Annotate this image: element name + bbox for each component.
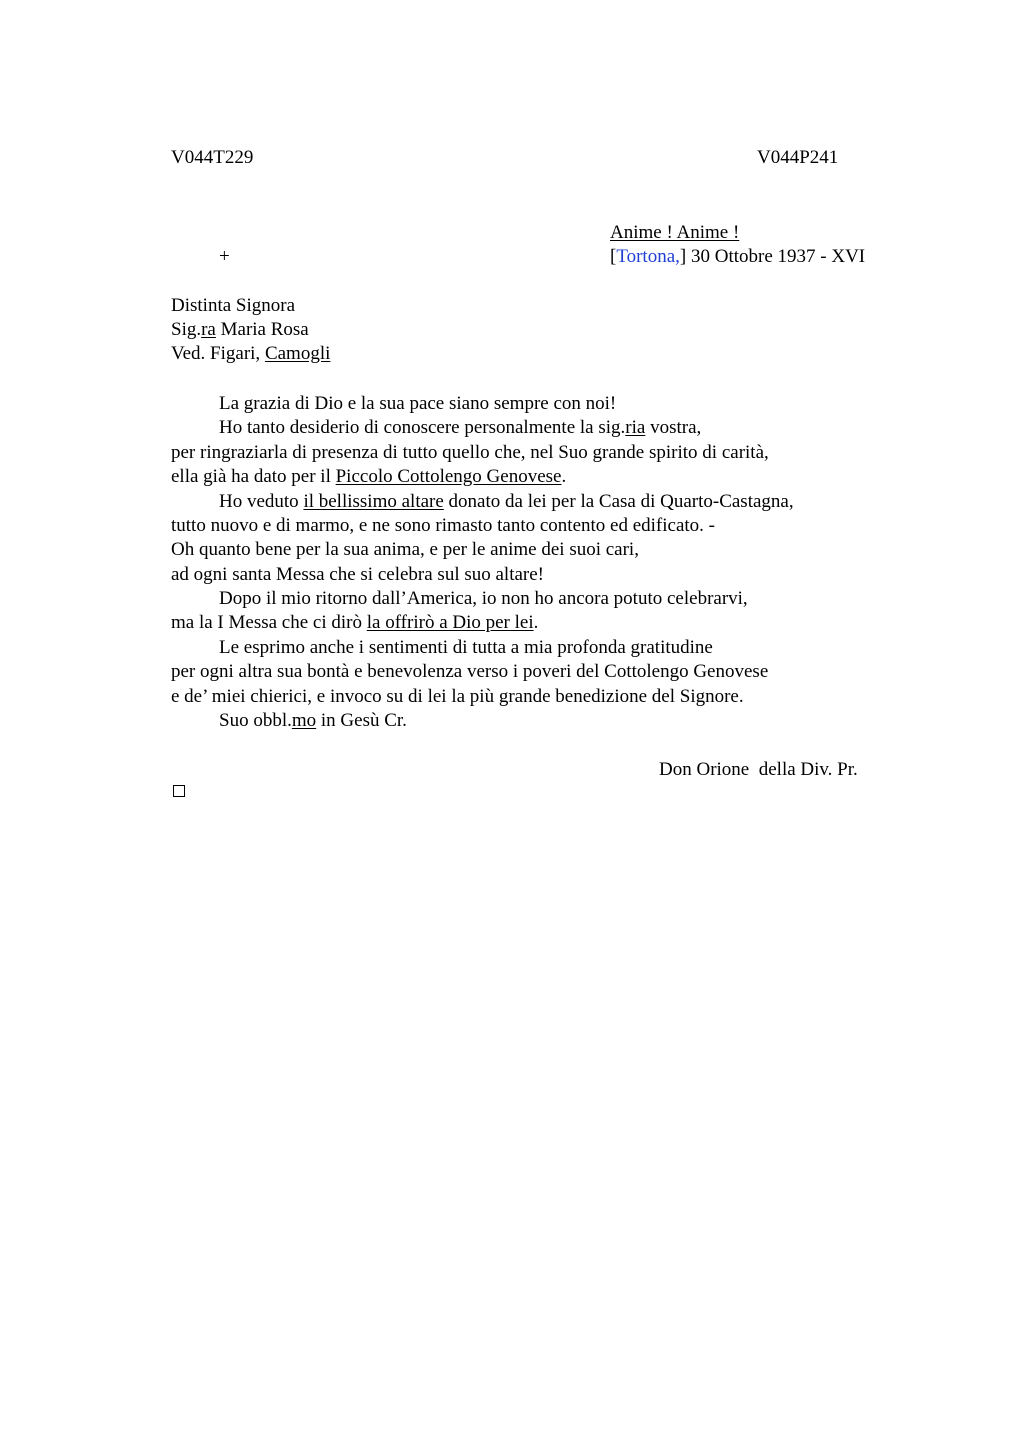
- body-text: ella già ha dato per il: [171, 466, 336, 487]
- body-line-11: Le esprimo anche i sentimenti di tutta a mia profonda gratitudine: [219, 637, 713, 658]
- body-text: ma la I Messa che ci dirò: [171, 612, 367, 633]
- address-line-2-part: Sig.: [171, 319, 202, 340]
- body-text: Ho veduto: [219, 491, 304, 512]
- body-line-12: per ogni altra sua bontà e benevolenza verso i poveri del Cottolengo Genovese: [171, 661, 769, 682]
- address-line-1: Distinta Signora: [171, 295, 296, 316]
- body-line-1: La grazia di Dio e la sua pace siano sempre con noi!: [219, 393, 617, 414]
- body-text: donato da lei per la Casa di Quarto-Castagna,: [443, 491, 794, 512]
- cross-symbol: +: [219, 246, 230, 267]
- body-underlined: ria: [625, 417, 646, 438]
- body-line-9: Dopo il mio ritorno dall’America, io non ho ancora potuto celebrarvi,: [219, 588, 748, 609]
- body-text: Suo obbl.: [219, 710, 292, 731]
- body-text: .: [533, 612, 539, 633]
- body-line-6: tutto nuovo e di marmo, e ne sono rimasto tanto contento ed edificato. -: [171, 515, 716, 536]
- body-text: vostra,: [645, 417, 702, 438]
- body-text: in Gesù Cr.: [316, 710, 407, 731]
- document-code-right: V044P241: [757, 147, 839, 168]
- body-line-3: per ringraziarla di presenza di tutto quello che, nel Suo grande spirito di carità,: [171, 442, 769, 463]
- place-name: Tortona,: [616, 246, 680, 267]
- body-text: .: [561, 466, 567, 487]
- address-city: Camogli: [264, 343, 331, 364]
- place-bracket-close: ]: [679, 246, 687, 267]
- body-line-5: [219, 490, 794, 514]
- body-text: Ho tanto desiderio di conoscere personalmente la sig.: [219, 417, 626, 438]
- body-line-7: Oh quanto bene per la sua anima, e per le anime dei suoi cari,: [171, 539, 639, 560]
- address-line-3: [171, 342, 330, 366]
- body-line-2: [219, 416, 701, 440]
- address-line-2: [171, 318, 309, 342]
- letter-date: 30 Ottobre 1937 - XVI: [686, 246, 866, 267]
- body-line-14: [219, 709, 407, 733]
- body-underlined: mo: [291, 710, 317, 731]
- body-underlined: Piccolo Cottolengo Genovese: [335, 466, 562, 487]
- body-line-10: [171, 611, 538, 635]
- address-line-3-part: Ved. Figari,: [171, 343, 265, 364]
- signature: Don Orione della Div. Pr.: [659, 759, 858, 780]
- address-line-2-part: Maria Rosa: [215, 319, 309, 340]
- place-date: [610, 245, 865, 269]
- document-code-left: V044T229: [171, 147, 254, 168]
- end-box-marker: [173, 785, 185, 797]
- body-underlined: la offrirò a Dio per lei: [366, 612, 534, 633]
- address-line-2-underlined: ra: [201, 319, 216, 340]
- motto: Anime ! Anime !: [610, 222, 740, 243]
- body-line-4: [171, 465, 566, 489]
- body-line-8: ad ogni santa Messa che si celebra sul suo altare!: [171, 564, 545, 585]
- body-underlined: il bellissimo altare: [303, 491, 444, 512]
- place-bracket-open: [: [610, 246, 617, 267]
- body-line-13: e de’ miei chierici, e invoco su di lei la più grande benedizione del Signore.: [171, 686, 744, 707]
